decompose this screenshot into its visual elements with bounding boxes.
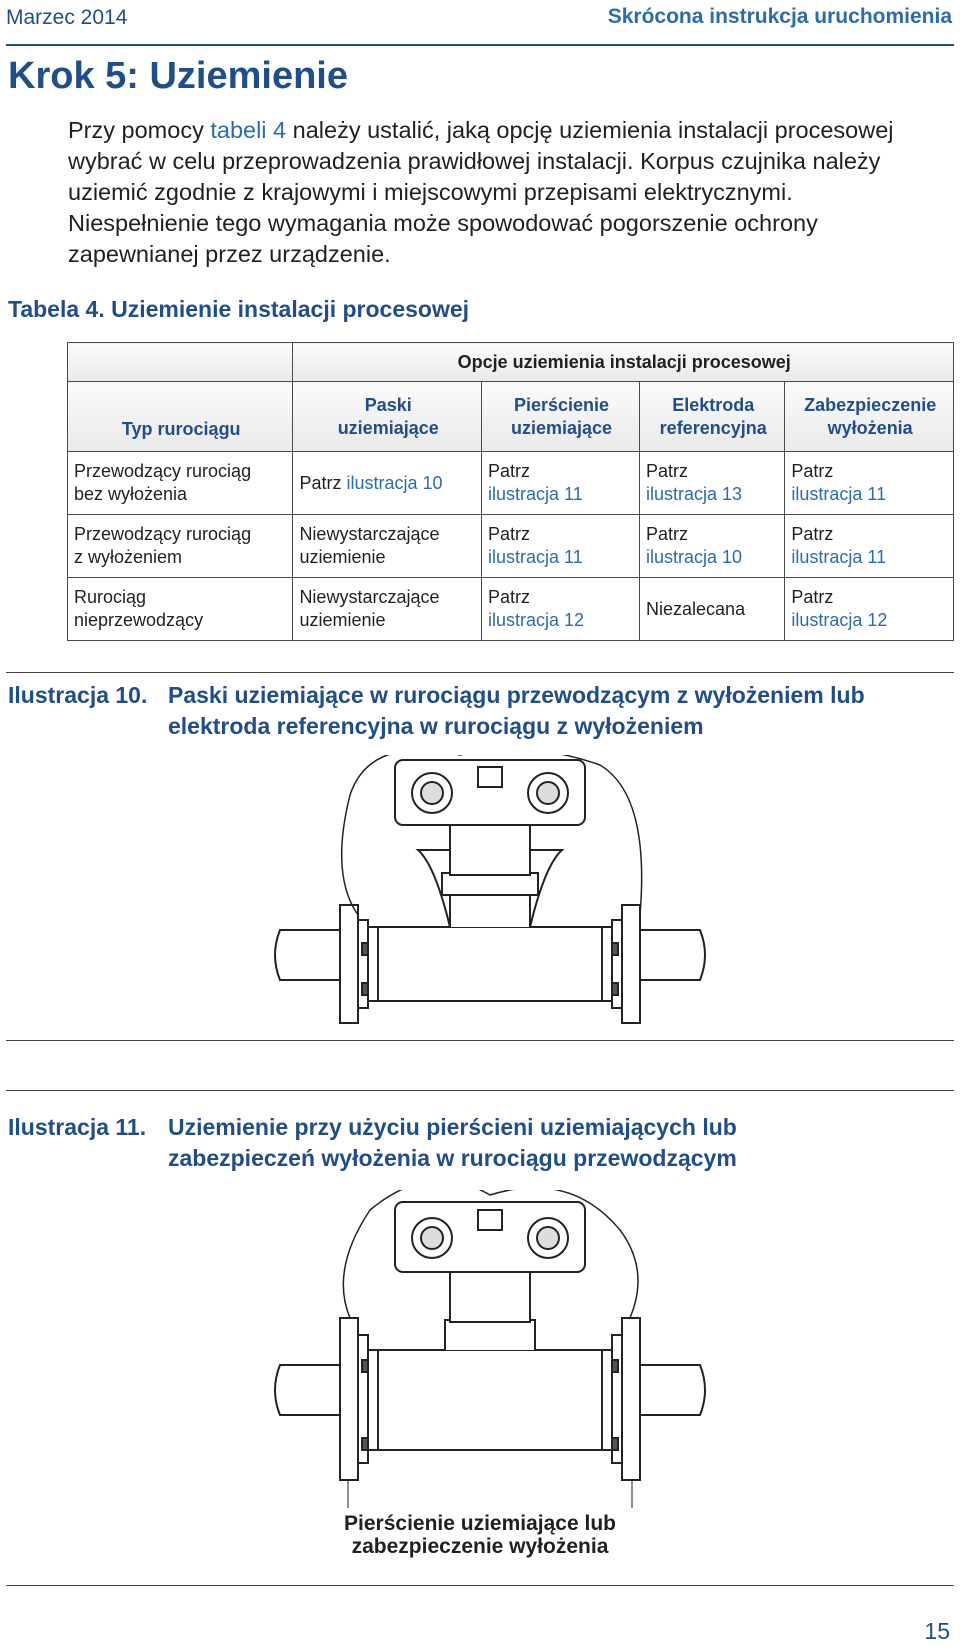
left-pipe-icon (275, 930, 340, 980)
callout-line2: zabezpieczenie wyłożenia (351, 1535, 609, 1558)
figure-link[interactable]: ilustracja 12 (791, 610, 888, 630)
figure-11-title-line1: Uziemienie przy użyciu pierścieni uziemiających lub (168, 1114, 737, 1140)
table-row (68, 578, 954, 641)
figure-10-top-rule (6, 672, 954, 673)
table-row (68, 515, 954, 578)
figure-link[interactable]: ilustracja 13 (646, 484, 743, 504)
figure-link[interactable]: ilustracja 12 (488, 610, 585, 630)
cell-straps: Niewystarczające uziemienie (293, 578, 482, 641)
cell-protector: Patrz ilustracja 11 (785, 515, 954, 578)
pipe-type-cell: Przewodzący rurociąg bez wyłożenia (68, 452, 293, 515)
col-header-pipe-type: Typ rurociągu (68, 382, 293, 452)
figure-11-caption (8, 1112, 737, 1174)
intro-text-start: Przy pomocy (68, 117, 211, 143)
figure-10-title-line1: Paski uziemiające w rurociągu przewodzącym z wyłożeniem lub (168, 682, 865, 708)
figure-11-label: Ilustracja 11. (8, 1114, 147, 1140)
table-group-header: Opcje uziemienia instalacji procesowej (293, 343, 954, 382)
callout-line1: Pierścienie uziemiające lub (344, 1512, 616, 1535)
cell-protector: Patrz ilustracja 11 (785, 452, 954, 515)
col-header-rings: Pierścienie uziemiające (482, 382, 640, 452)
col-header-straps: Paski uziemiające (293, 382, 482, 452)
cell-electrode: Patrz ilustracja 10 (640, 515, 785, 578)
figure-link[interactable]: ilustracja 11 (488, 484, 583, 504)
figure-11-title-line2: zabezpieczeń wyłożenia w rurociągu przewodzącym (168, 1145, 737, 1171)
figure-11-flowmeter-drawing (270, 1190, 710, 1510)
table-row (68, 452, 954, 515)
figure-10-caption (8, 680, 865, 742)
figure-11-top-rule (6, 1090, 954, 1091)
cell-straps: Niewystarczające uziemienie (293, 515, 482, 578)
col-header-electrode: Elektroda referencyjna (640, 382, 785, 452)
cell-protector: Patrz ilustracja 12 (785, 578, 954, 641)
figure-10-title-line2: elektroda referencyjna w rurociągu z wyłożeniem (168, 713, 704, 739)
header-divider (6, 44, 954, 46)
header-doc-title: Skrócona instrukcja uruchomienia (607, 5, 952, 28)
cell-rings: Patrz ilustracja 12 (482, 578, 640, 641)
figure-link[interactable]: ilustracja 10 (346, 472, 443, 493)
left-flange-icon (340, 905, 358, 1023)
cell-straps: Patrz ilustracja 10 (293, 452, 482, 515)
footer-rule (6, 1585, 954, 1586)
figure-link[interactable]: ilustracja 10 (646, 547, 743, 567)
page-number: 15 (924, 1618, 950, 1644)
figure-10-flowmeter-drawing (270, 755, 710, 1030)
cell-electrode: Niezalecana (640, 578, 785, 641)
figure-link[interactable]: ilustracja 11 (791, 547, 887, 567)
grounding-rings-callout (260, 1512, 700, 1558)
table-caption: Tabela 4. Uziemienie instalacji procesowej (8, 296, 470, 322)
figure-10-bottom-rule (6, 1040, 954, 1041)
pipe-type-cell: Rurociąg nieprzewodzący (68, 578, 293, 641)
table-4-link[interactable]: tabeli 4 (210, 117, 287, 143)
right-flange-icon (622, 905, 640, 1023)
grounding-table (67, 342, 954, 641)
col-header-protector: Zabezpieczenie wyłożenia (785, 382, 954, 452)
table-corner-cell (68, 343, 293, 382)
right-pipe-icon (640, 930, 705, 980)
cell-rings: Patrz ilustracja 11 (482, 452, 640, 515)
figure-link[interactable]: ilustracja 11 (791, 484, 887, 504)
intro-paragraph (68, 115, 938, 270)
step-title: Krok 5: Uziemienie (8, 55, 348, 97)
figure-10-label: Ilustracja 10. (8, 682, 148, 708)
header-date: Marzec 2014 (6, 6, 128, 29)
meter-neck-icon (450, 825, 530, 875)
cell-electrode: Patrz ilustracja 13 (640, 452, 785, 515)
intro-text-rest: należy ustalić, jaką opcję uziemienia instalacji procesowej wybrać w celu przeprowadzenia prawidłowej instalacji. Korpus czujnika należy uziemić zgodnie z krajowymi i miejscowymi przepisami elektrycznymi. Niespełnienie tego wymagania może spowodować pogorszenie ochrony zapewnianej przez urządzenie. (68, 117, 894, 267)
pipe-type-cell: Przewodzący rurociąg z wyłożeniem (68, 515, 293, 578)
figure-link[interactable]: ilustracja 11 (488, 547, 583, 567)
cell-rings: Patrz ilustracja 11 (482, 515, 640, 578)
